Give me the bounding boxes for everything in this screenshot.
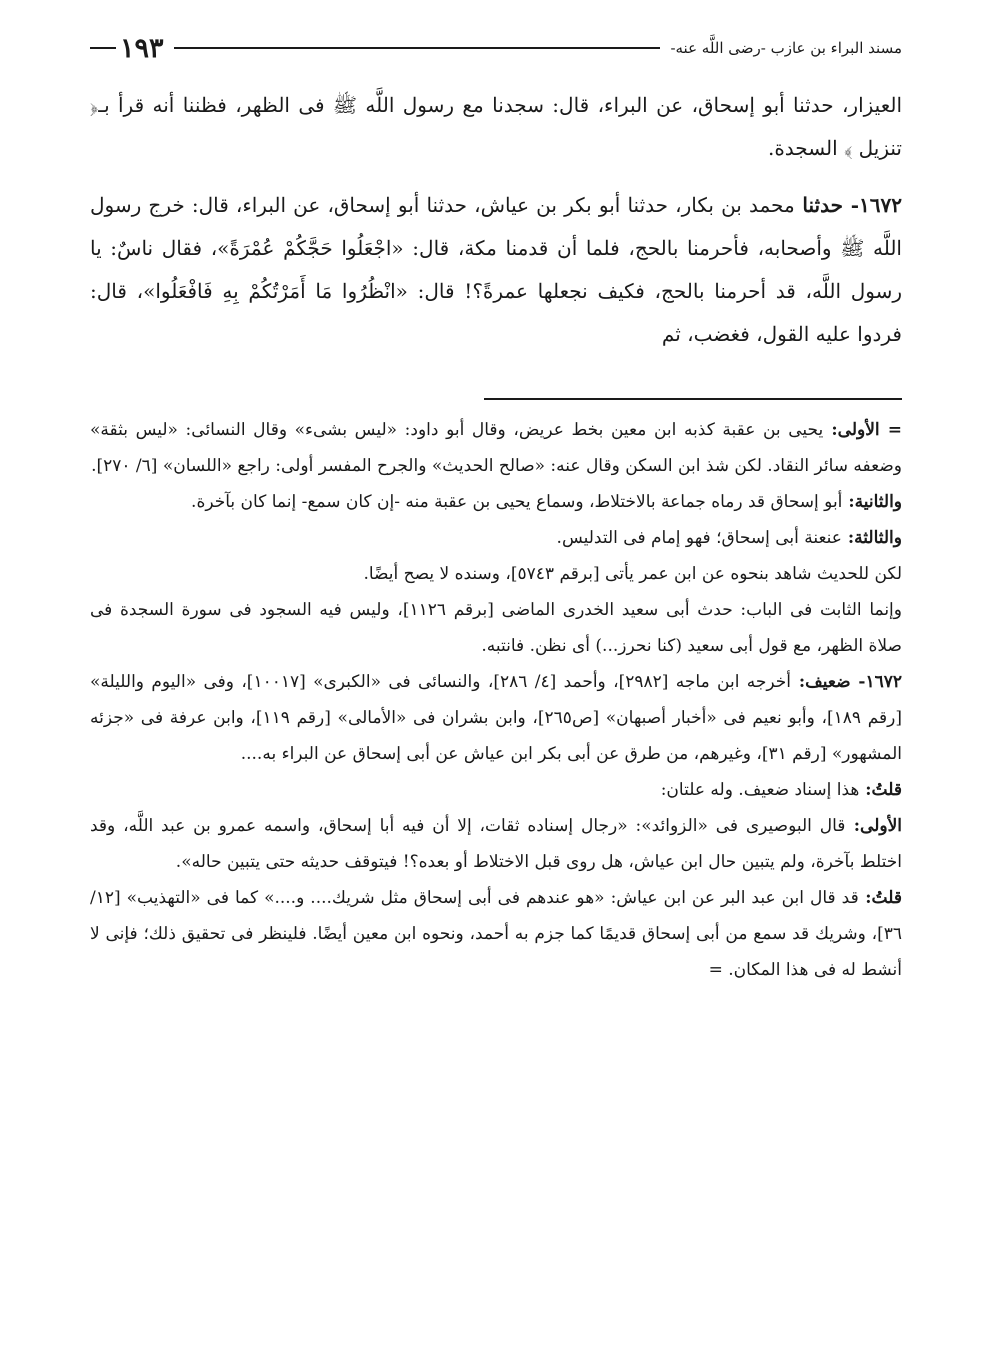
note-text: أخرجه ابن ماجه [٢٩٨٢]، وأحمد [٤/ ٢٨٦]، والنسائى فى «الكبرى» [١٠٠١٧]، وفى «اليوم والليلة» [رقم ١٨٩]، وأبو نعيم فى «أخبار أصبهان» [ص٢٦٥]، وابن بشران فى «الأمالى» [رقم ١١٩]، وابن عرفة فى «جزئه المشهور» [رقم ٣١]، وغيرهم، من طرق عن أبى بكر ابن عياش عن أبى إسحاق عن البراء به.... [90, 672, 902, 764]
note-comment [90, 772, 902, 808]
note-second-defect [90, 484, 902, 520]
note-lead: ١٦٧٢- ضعيف: [791, 672, 902, 692]
note-text: هذا إسناد ضعيف. وله علتان: [660, 780, 860, 800]
note-text: عنعنة أبى إسحاق؛ فهو إمام فى التدليس. [556, 528, 842, 548]
note-lead: قلتُ: [859, 780, 902, 800]
note-text: قد قال ابن عبد البر عن ابن عياش: «هو عندهم فى أبى إسحاق مثل شريك.... و....» كما فى «التهذيب» [١٢/ ٣٦]، وشريك قد سمع من أبى إسحاق قديمًا كما جزم به أحمد، ونحوه ابن معين أيضًا. فلينظر فى تحقيق ذلك؛ فإنى لا أنشط له فى هذا المكان. = [90, 888, 902, 980]
note-first-defect-1672 [90, 808, 902, 880]
note-text: قال البوصيرى فى «الزوائد»: «رجال إسناده ثقات، إلا أن فيه أبا إسحاق، واسمه عمرو بن عبد اللَّه، وقد اختلط بآخرة، ولم يتبين حال ابن عياش، هل روى قبل الاختلاط أو بعده؟! فيتوقف حديثه حتى يتبين حاله». [90, 816, 902, 872]
header-rule [174, 47, 661, 49]
note-lead: الأولى: [845, 816, 903, 836]
hadith-number: ١٦٧٢- [842, 193, 902, 217]
page-header [90, 28, 902, 68]
hadith-lead: حدثنا [794, 193, 843, 217]
note-text: وإنما الثابت فى الباب: حدث أبى سعيد الخدرى الماضى [برقم ١١٢٦]، وليس فيه السجود فى سورة السجدة فى صلاة الظهر، مع قول أبى سعيد (كنا نحرز...) أى نظن. فانتبه. [90, 600, 902, 656]
page-number: ١٩٣ [120, 32, 164, 64]
footnotes [90, 412, 902, 988]
note-text: أبو إسحاق قد رماه جماعة بالاختلاط، وسماع يحيى بن عقبة منه -إن كان سمع- إنما كان بآخرة. [191, 492, 843, 512]
running-title: مسند البراء بن عازب -رضى اللَّه عنه- [670, 39, 902, 57]
note-comment-final [90, 880, 902, 988]
note-text: لكن للحديث شاهد بنحوه عن ابن عمر يأتى [برقم ٥٧٤٣]، وسنده لا يصح أيضًا. [363, 564, 902, 584]
hadith-1672 [90, 184, 902, 356]
main-text [90, 84, 902, 356]
note-established [90, 592, 902, 664]
paragraph-continuation [90, 84, 902, 170]
note-third-defect [90, 520, 902, 556]
header-rule-end [90, 47, 116, 49]
note-witness [90, 556, 902, 592]
note-1672-grading [90, 664, 902, 772]
note-lead: = الأولى: [823, 420, 902, 440]
hadith-text: محمد بن بكار، حدثنا أبو بكر بن عياش، حدثنا أبو إسحاق، عن البراء، قال: خرج رسول اللَّه ﷺ وأصحابه، فأحرمنا بالحج، فلما أن قدمنا مكة، قال: «اجْعَلُوا حَجَّكُمْ عُمْرَةً»، فقال ناسٌ: يا رسول اللَّه، قد أحرمنا بالحج، فكيف نجعلها عمرةً؟! قال: «انْظُرُوا مَا أَمَرْتُكُمْ بِهِ فَافْعَلُوا»، قال: فردوا عليه القول، فغضب، ثم [90, 193, 902, 346]
paragraph-text: العيزار، حدثنا أبو إسحاق، عن البراء، قال: سجدنا مع رسول اللَّه ﷺ فى الظهر، فظننا أنه قرأ بـ﴿ تنزيل ﴾ السجدة. [90, 93, 902, 160]
note-lead: والثانية: [842, 492, 902, 512]
note-first-defect [90, 412, 902, 484]
note-lead: قلتُ: [858, 888, 902, 908]
note-lead: والثالثة: [841, 528, 902, 548]
footnote-divider [484, 398, 902, 400]
note-text: يحيى بن عقبة كذبه ابن معين بخط عريض، وقال أبو داود: «ليس بشىء» وقال النسائى: «ليس بثقة» وضعفه سائر النقاد. لكن شذ ابن السكن وقال عنه: «صالح الحديث» والجرح المفسر أولى: راجع «اللسان» [٦/ ٢٧٠]. [90, 420, 902, 476]
